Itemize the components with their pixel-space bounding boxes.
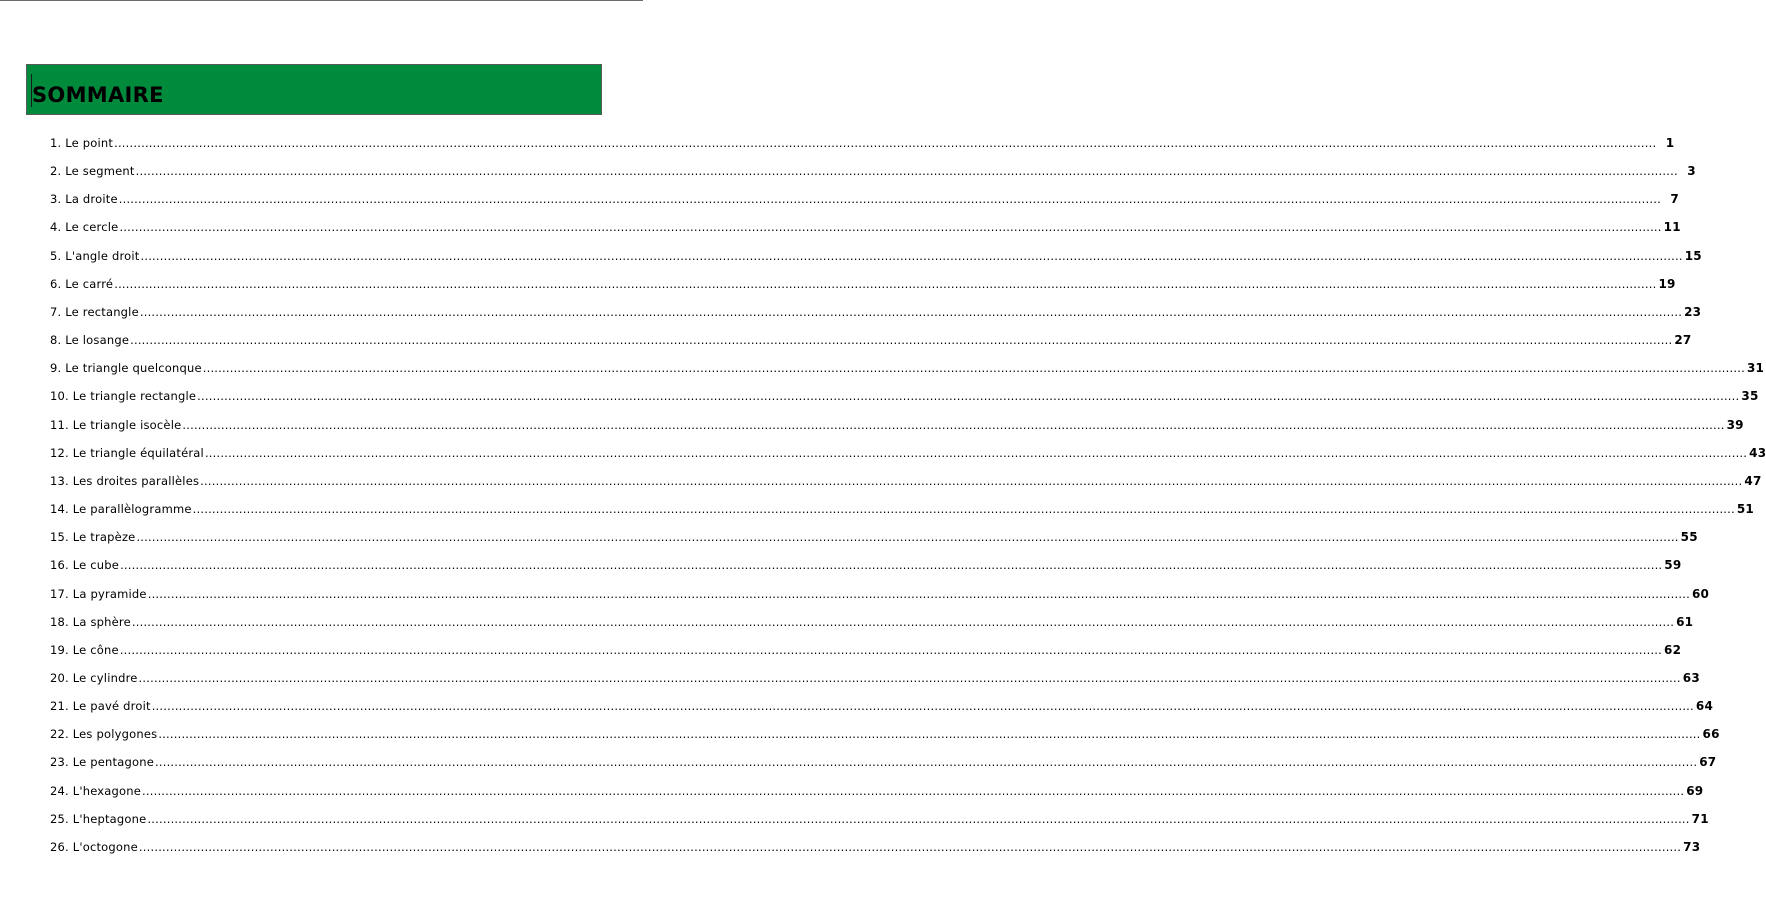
toc-entry[interactable] (50, 495, 1754, 523)
toc-entry-label: 4. Le cercle (50, 220, 119, 235)
toc-entry-label: 8. Le losange (50, 333, 130, 348)
toc-entry[interactable] (50, 129, 1675, 157)
toc-entry-label: 26. L'octogone (50, 839, 138, 854)
toc-entry-label: 20. Le cylindre (50, 670, 138, 685)
toc-entry-page-number: 3 (1687, 164, 1696, 179)
title-bar (26, 64, 602, 115)
toc-entry-page-number: 47 (1744, 473, 1762, 488)
toc-dot-leader: ................................................................................................................................................................................................................................................................................................................................................................................................................ (140, 248, 1683, 263)
toc-dot-leader: ................................................................................................................................................................................................................................................................................................................................................................................................................ (138, 670, 1681, 685)
toc-entry[interactable] (50, 185, 1679, 213)
page-top-border (0, 0, 643, 1)
toc-entry[interactable] (50, 298, 1702, 326)
toc-entry[interactable] (50, 242, 1702, 270)
toc-entry-label: 6. Le carré (50, 276, 114, 291)
toc-entry-page-number: 64 (1695, 699, 1714, 714)
toc-entry-label: 25. L'heptagone (50, 811, 147, 826)
toc-dot-leader: ................................................................................................................................................................................................................................................................................................................................................................................................................ (138, 839, 1682, 854)
toc-entry[interactable] (50, 636, 1682, 664)
toc-entry-page-number: 27 (1674, 333, 1692, 348)
toc-dot-leader: ................................................................................................................................................................................................................................................................................................................................................................................................................ (155, 755, 1698, 770)
toc-entry-label: 18. La sphère (50, 614, 131, 629)
toc-dot-leader: ................................................................................................................................................................................................................................................................................................................................................................................................................ (118, 192, 1661, 207)
toc-entry-label: 10. Le triangle rectangle (50, 389, 197, 404)
toc-dot-leader: ................................................................................................................................................................................................................................................................................................................................................................................................................ (158, 727, 1701, 742)
toc-entry[interactable] (50, 326, 1692, 354)
toc-dot-leader: ................................................................................................................................................................................................................................................................................................................................................................................................................ (131, 614, 1675, 629)
toc-entry-page-number: 11 (1663, 220, 1681, 235)
toc-entry-page-number: 61 (1676, 614, 1694, 629)
toc-entry[interactable] (50, 608, 1694, 636)
toc-dot-leader: ................................................................................................................................................................................................................................................................................................................................................................................................................ (119, 642, 1663, 657)
toc-entry[interactable] (50, 580, 1710, 608)
toc-dot-leader: ................................................................................................................................................................................................................................................................................................................................................................................................................ (114, 136, 1657, 150)
toc-entry-label: 23. Le pentagone (50, 755, 154, 770)
toc-entry-page-number: 66 (1702, 727, 1720, 742)
toc-entry-label: 24. L'hexagone (50, 783, 142, 798)
toc-entry[interactable] (50, 382, 1759, 410)
toc-entry[interactable] (50, 777, 1704, 805)
toc-entry-label: 19. Le cône (50, 642, 119, 657)
toc-entry-page-number: 1 (1665, 136, 1675, 150)
toc-entry-label: 11. Le triangle isocèle (50, 417, 182, 432)
toc-dot-leader: ................................................................................................................................................................................................................................................................................................................................................................................................................ (139, 304, 1683, 319)
toc-entry-page-number: 35 (1741, 389, 1759, 404)
toc-entry[interactable] (50, 551, 1682, 579)
toc-entry-page-number: 51 (1736, 502, 1754, 517)
toc-entry-label: 1. Le point (50, 136, 114, 150)
toc-dot-leader: ................................................................................................................................................................................................................................................................................................................................................................................................................ (147, 586, 1690, 601)
toc-dot-leader: ................................................................................................................................................................................................................................................................................................................................................................................................................ (130, 333, 1673, 348)
toc-entry-label: 17. La pyramide (50, 586, 147, 601)
toc-entry-page-number: 71 (1691, 811, 1709, 826)
toc-entry-label: 9. Le triangle quelconque (50, 361, 202, 376)
toc-dot-leader: ................................................................................................................................................................................................................................................................................................................................................................................................................ (204, 445, 1748, 460)
toc-entry-label: 21. Le pavé droit (50, 699, 151, 714)
toc-entry-label: 7. Le rectangle (50, 304, 139, 319)
toc-entry-page-number: 73 (1683, 839, 1701, 854)
toc-entry-label: 16. Le cube (50, 558, 120, 573)
toc-dot-leader: ................................................................................................................................................................................................................................................................................................................................................................................................................ (192, 502, 1735, 517)
toc-entry[interactable] (50, 748, 1717, 776)
toc-dot-leader: ................................................................................................................................................................................................................................................................................................................................................................................................................ (182, 417, 1725, 432)
toc-dot-leader: ................................................................................................................................................................................................................................................................................................................................................................................................................ (147, 811, 1690, 826)
toc-entry-label: 5. L'angle droit (50, 248, 140, 263)
toc-entry[interactable] (50, 467, 1762, 495)
toc-dot-leader: ................................................................................................................................................................................................................................................................................................................................................................................................................ (197, 389, 1740, 404)
toc-entry-label: 12. Le triangle équilatéral (50, 445, 204, 460)
toc-entry-page-number: 69 (1686, 783, 1704, 798)
toc-entry-page-number: 55 (1680, 530, 1698, 545)
toc-entry-page-number: 31 (1746, 361, 1765, 376)
toc-entry-label: 22. Les polygones (50, 727, 158, 742)
toc-entry-page-number: 19 (1658, 276, 1676, 291)
toc-dot-leader: ................................................................................................................................................................................................................................................................................................................................................................................................................ (120, 558, 1663, 573)
toc-dot-leader: ................................................................................................................................................................................................................................................................................................................................................................................................................ (114, 276, 1657, 291)
toc-entry-page-number: 63 (1682, 670, 1700, 685)
toc-entry-label: 3. La droite (50, 192, 118, 207)
toc-entry[interactable] (50, 523, 1698, 551)
toc-entry-label: 15. Le trapèze (50, 530, 136, 545)
toc-entry[interactable] (50, 664, 1700, 692)
toc-dot-leader: ................................................................................................................................................................................................................................................................................................................................................................................................................ (202, 361, 1745, 376)
toc-entry-page-number: 15 (1684, 248, 1702, 263)
toc-entry[interactable] (50, 833, 1701, 861)
toc-entry-page-number: 43 (1749, 445, 1766, 460)
toc-dot-leader: ................................................................................................................................................................................................................................................................................................................................................................................................................ (142, 783, 1685, 798)
toc-dot-leader: ................................................................................................................................................................................................................................................................................................................................................................................................................ (136, 530, 1679, 545)
toc-entry-label: 2. Le segment (50, 164, 135, 179)
toc-entry[interactable] (50, 805, 1709, 833)
toc-entry[interactable] (50, 157, 1696, 185)
toc-entry-page-number: 7 (1670, 192, 1679, 207)
toc-entry-label: 14. Le parallèlogramme (50, 502, 192, 517)
toc-entry[interactable] (50, 411, 1744, 439)
page-title[interactable]: SOMMAIRE (32, 83, 164, 107)
toc-entry-page-number: 59 (1664, 558, 1682, 573)
toc-dot-leader: ................................................................................................................................................................................................................................................................................................................................................................................................................ (200, 473, 1743, 488)
toc-entry-page-number: 39 (1726, 417, 1744, 432)
toc-entry-page-number: 60 (1691, 586, 1710, 601)
toc-entry-page-number: 62 (1664, 642, 1682, 657)
toc-entry[interactable] (50, 692, 1714, 720)
toc-dot-leader: ................................................................................................................................................................................................................................................................................................................................................................................................................ (135, 164, 1678, 179)
toc-entry-page-number: 67 (1699, 755, 1717, 770)
toc-dot-leader: ................................................................................................................................................................................................................................................................................................................................................................................................................ (151, 699, 1694, 714)
toc-entry-page-number: 23 (1684, 304, 1702, 319)
toc-entry-label: 13. Les droites parallèles (50, 473, 200, 488)
toc-dot-leader: ................................................................................................................................................................................................................................................................................................................................................................................................................ (119, 220, 1662, 235)
toc-entry[interactable] (50, 354, 1765, 382)
toc-entry[interactable] (50, 720, 1720, 748)
table-of-contents (50, 129, 1766, 861)
toc-entry[interactable] (50, 270, 1676, 298)
toc-entry[interactable] (50, 213, 1681, 241)
toc-entry[interactable] (50, 439, 1766, 467)
